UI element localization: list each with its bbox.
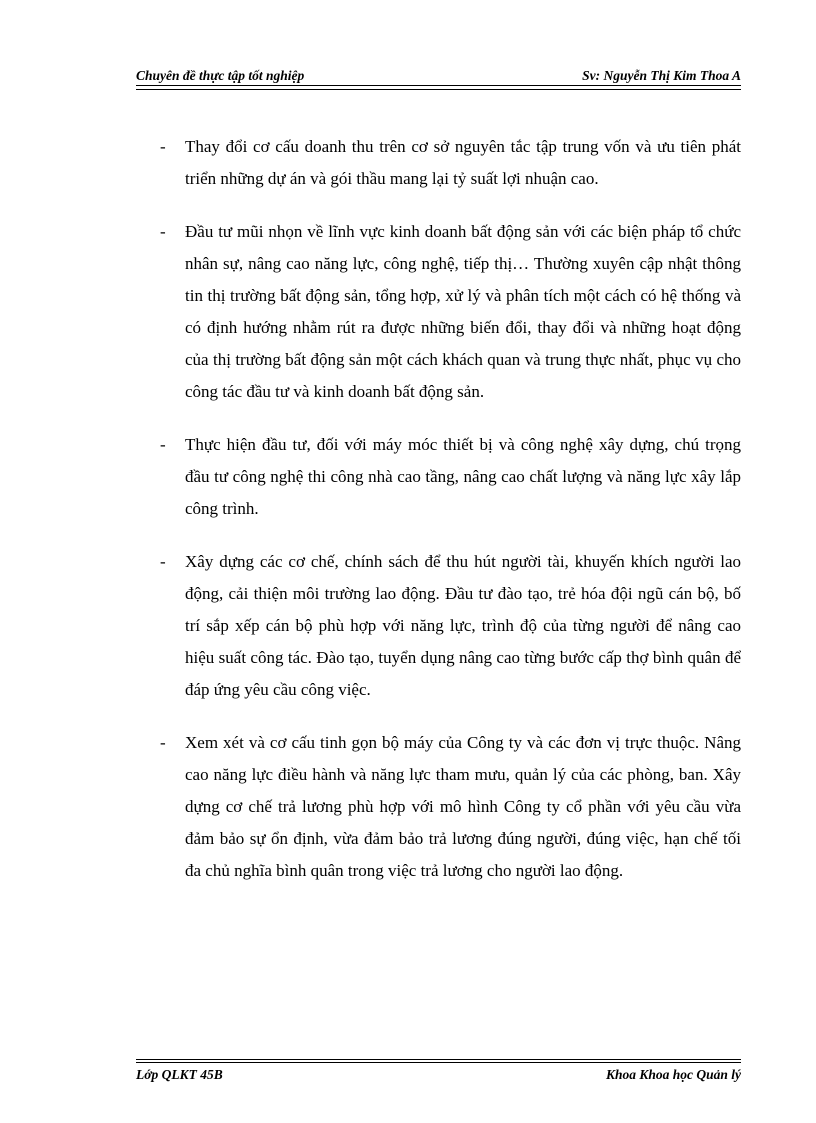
footer-rule <box>136 1059 741 1060</box>
page-footer <box>136 1062 741 1083</box>
list-item-text: Xây dựng các cơ chế, chính sách để thu hút người tài, khuyến khích người lao động, cải thiện môi trường lao động. Đầu tư đào tạo, trẻ hóa đội ngũ cán bộ, bố trí sắp xếp cán bộ phù hợp với năng lực, trình độ của từng người để nâng cao hiệu suất công tác. Đào tạo, tuyển dụng nâng cao từng bước cấp thợ bình quân để đáp ứng yêu cầu công việc. <box>185 552 741 699</box>
header-left-title: Chuyên đề thực tập tốt nghiệp <box>136 68 305 83</box>
list-dash: - <box>160 733 166 752</box>
page-header <box>136 66 741 86</box>
footer-right-faculty: Khoa Khoa học Quản lý <box>605 1067 741 1082</box>
list-dash: - <box>160 435 166 454</box>
list-dash: - <box>160 222 166 241</box>
list-item <box>136 727 741 887</box>
list-item <box>136 216 741 408</box>
list-item <box>136 429 741 525</box>
list-dash: - <box>160 552 166 571</box>
list-item-text: Xem xét và cơ cấu tinh gọn bộ máy của Công ty và các đơn vị trực thuộc. Nâng cao năng lực điều hành và năng lực tham mưu, quản lý của các phòng, ban. Xây dựng cơ chế trả lương phù hợp với mô hình Công ty cổ phần với yêu cầu vừa đảm bảo sự ổn định, vừa đảm bảo trả lương đúng người, đúng việc, hạn chế tối đa chủ nghĩa bình quân trong việc trả lương cho người lao động. <box>185 733 741 880</box>
list-item-text: Đầu tư mũi nhọn về lĩnh vực kinh doanh bất động sản với các biện pháp tổ chức nhân sự, nâng cao năng lực, công nghệ, tiếp thị… Thường xuyên cập nhật thông tin thị trường bất động sản, tổng hợp, xử lý và phân tích một cách có hệ thống và có định hướng nhằm rút ra được những biến đổi, thay đổi và những hoạt động của thị trường bất động sản một cách khách quan và trung thực nhất, phục vụ cho công tác đầu tư và kinh doanh bất động sản. <box>185 222 741 401</box>
footer-left-class: Lớp QLKT 45B <box>136 1067 223 1082</box>
list-item-text: Thực hiện đầu tư, đối với máy móc thiết bị và công nghệ xây dựng, chú trọng đầu tư công nghệ thi công nhà cao tầng, nâng cao chất lượng và năng lực xây lắp công trình. <box>185 435 741 518</box>
list-item <box>136 131 741 195</box>
header-right-author: Sv: Nguyễn Thị Kim Thoa A <box>582 68 741 83</box>
list-dash: - <box>160 137 166 156</box>
header-rule <box>136 89 741 90</box>
document-body <box>136 131 741 908</box>
list-item-text: Thay đổi cơ cấu doanh thu trên cơ sở nguyên tắc tập trung vốn và ưu tiên phát triển những dự án và gói thầu mang lại tỷ suất lợi nhuận cao. <box>185 137 741 188</box>
list-item <box>136 546 741 706</box>
